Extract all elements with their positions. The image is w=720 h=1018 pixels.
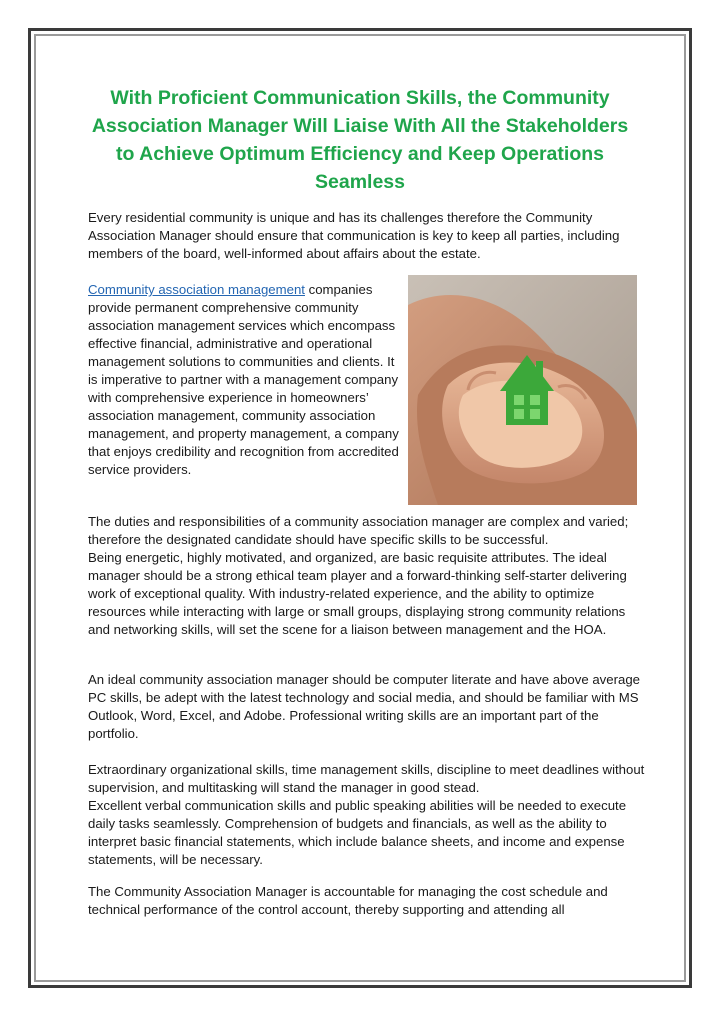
- accountability-paragraph: The Community Association Manager is accountable for managing the cost schedule and technical performance of the control account, thereby supporting and attending all: [88, 884, 608, 917]
- organizational-skills-paragraph: [88, 761, 648, 869]
- intro-paragraph: Every residential community is unique and has its challenges therefore the Community Association Manager should ensure that communication is key to keep all parties, including members of the board, well-informed about affairs about the estate.: [88, 210, 620, 261]
- duties-line: The duties and responsibilities of a community association manager are complex and varied; therefore the designated candidate should have specific skills to be successful.: [88, 514, 629, 547]
- computer-skills-paragraph: An ideal community association manager should be computer literate and have above average PC skills, be adept with the latest technology and social media, and should be familiar with MS Outlook, Word, Excel, and Adobe. Professional writing skills are an important part of the portfolio.: [88, 672, 641, 741]
- attributes-line: Being energetic, highly motivated, and organized, are basic requisite attributes. The ideal manager should be a strong ethical team player and a forward-thinking self-starter delivering work of exceptional quality. With industry-related experience, and the ability to optimize resources while interacting with large or small groups, displaying strong community relations and networking skills, will set the scene for a liaison between management and the HOA.: [88, 550, 627, 637]
- duties-paragraph: [88, 513, 648, 639]
- feature-paragraph: [88, 281, 400, 479]
- page-title: With Proficient Communication Skills, the Community Association Manager Will Liaise With All the Stakeholders to Achieve Optimum Efficiency and Keep Operations Seamless: [91, 87, 629, 193]
- hands-holding-house-photo: [408, 275, 637, 505]
- community-association-management-link[interactable]: Community association management: [88, 282, 305, 297]
- feature-paragraph-text: companies provide permanent comprehensive community association management services which encompass effective financial, administrative and operational management solutions to communities and clients. It is imperative to partner with a management company with comprehensive experience in homeowners’ association management, community association management, and property management, a company that enjoys credibility and recognition from accredited service providers.: [88, 282, 399, 477]
- organizational-line: Extraordinary organizational skills, time management skills, discipline to meet deadlines without supervision, and multitasking will stand the manager in good stead.: [88, 762, 645, 795]
- communication-line: Excellent verbal communication skills and public speaking abilities will be needed to execute daily tasks seamlessly. Comprehension of budgets and financials, as well as the ability to interpret basic financial statements, which include balance sheets, and income and expense statements, will be necessary.: [88, 798, 627, 867]
